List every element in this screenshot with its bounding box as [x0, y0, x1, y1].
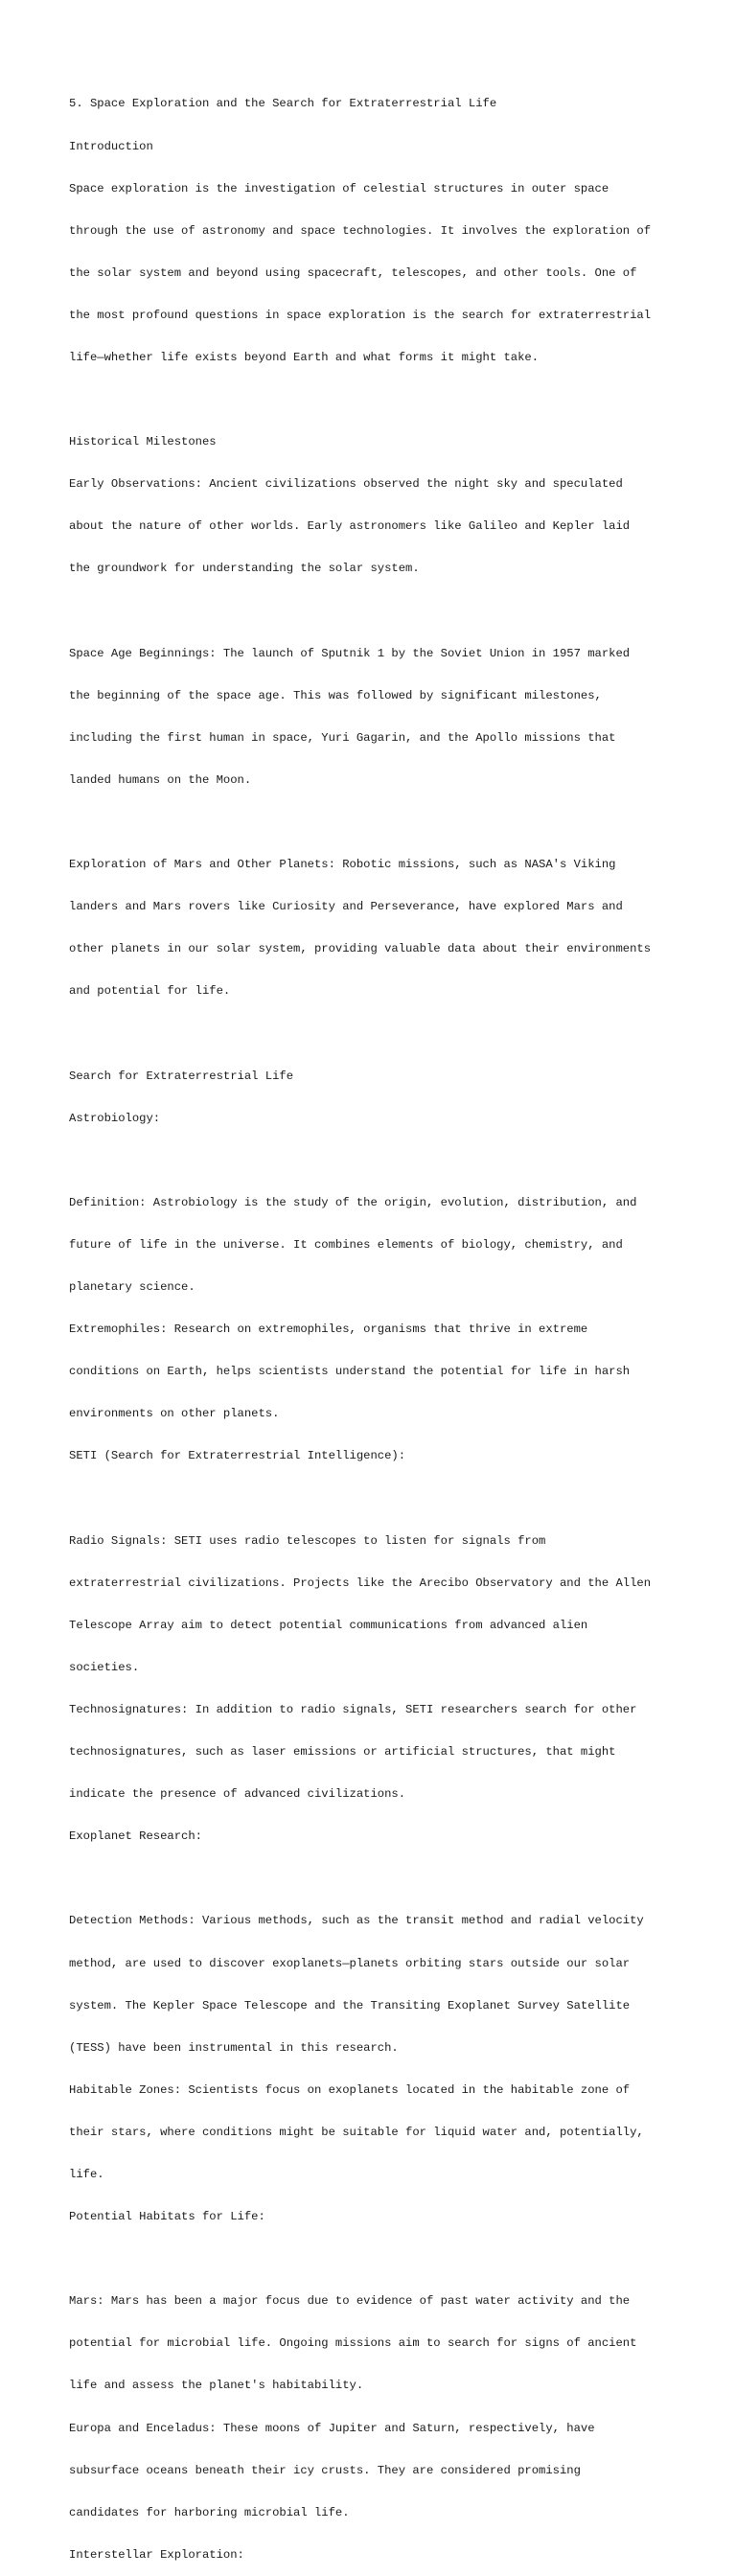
text-line: technosignatures, such as laser emissions or artificial structures, that might [69, 1745, 616, 1760]
text-line: Detection Methods: Various methods, such as the transit method and radial velocity [69, 1914, 644, 1928]
text-line: indicate the presence of advanced civilizations. [69, 1787, 406, 1802]
text-line: extraterrestrial civilizations. Projects like the Arecibo Observatory and the Allen [69, 1576, 652, 1590]
document-title: 5. Space Exploration and the Search for Extraterrestrial Life [69, 97, 497, 111]
text-line: environments on other planets. [69, 1407, 280, 1421]
text-line: Space Age Beginnings: The launch of Sputnik 1 by the Soviet Union in 1957 marked [69, 646, 631, 660]
text-line: potential for microbial life. Ongoing missions aim to search for signs of ancient [69, 2336, 637, 2351]
subheading-potential-habitats: Potential Habitats for Life: [69, 2210, 265, 2224]
subheading-seti: SETI (Search for Extraterrestrial Intelligence): [69, 1449, 406, 1463]
text-line: Space exploration is the investigation of celestial structures in outer space [69, 181, 610, 196]
text-line: future of life in the universe. It combines elements of biology, chemistry, and [69, 1237, 623, 1252]
text-line: Radio Signals: SETI uses radio telescopes to listen for signals from [69, 1533, 546, 1548]
text-line: life. [69, 2168, 104, 2181]
text-line: the groundwork for understanding the solar system. [69, 562, 420, 576]
section-heading-introduction: Introduction [69, 139, 153, 153]
text-line: life and assess the planet's habitability. [69, 2379, 364, 2393]
text-line: system. The Kepler Space Telescope and the Transiting Exoplanet Survey Satellite [69, 1998, 631, 2012]
subheading-interstellar-exploration: Interstellar Exploration: [69, 2547, 244, 2562]
text-line: candidates for harboring microbial life. [69, 2505, 350, 2519]
text-line: Definition: Astrobiology is the study of the origin, evolution, distribution, and [69, 1195, 637, 1209]
text-line: societies. [69, 1660, 140, 1674]
text-line: (TESS) have been instrumental in this research. [69, 2040, 399, 2055]
text-line: Europa and Enceladus: These moons of Jupiter and Saturn, respectively, have [69, 2421, 595, 2435]
text-line: Habitable Zones: Scientists focus on exoplanets located in the habitable zone of [69, 2082, 631, 2097]
text-line: other planets in our solar system, providing valuable data about their environments [69, 942, 652, 956]
text-line: Technosignatures: In addition to radio signals, SETI researchers search for other [69, 1702, 637, 1716]
subheading-astrobiology: Astrobiology: [69, 1111, 161, 1125]
document-page [69, 69, 682, 2576]
text-line: the most profound questions in space exploration is the search for extraterrestrial [69, 308, 652, 322]
blank-line [69, 1492, 682, 1506]
blank-line [69, 605, 682, 619]
text-line: their stars, where conditions might be suitable for liquid water and, potentially, [69, 2125, 644, 2139]
blank-line [69, 1872, 682, 1886]
text-line: landers and Mars rovers like Curiosity and Perseverance, have explored Mars and [69, 900, 623, 914]
text-line: about the nature of other worlds. Early astronomers like Galileo and Kepler laid [69, 519, 631, 534]
text-line: subsurface oceans beneath their icy crusts. They are considered promising [69, 2463, 581, 2477]
text-line: and potential for life. [69, 984, 231, 999]
blank-line [69, 816, 682, 830]
text-line: through the use of astronomy and space technologies. It involves the exploration of [69, 223, 652, 238]
text-line: Mars: Mars has been a major focus due to evidence of past water activity and the [69, 2294, 631, 2309]
section-heading-search: Search for Extraterrestrial Life [69, 1069, 294, 1083]
text-line: Early Observations: Ancient civilizations observed the night sky and speculated [69, 477, 623, 492]
text-line: planetary science. [69, 1280, 196, 1295]
text-line: conditions on Earth, helps scientists understand the potential for life in harsh [69, 1365, 631, 1379]
text-line: Telescope Array aim to detect potential communications from advanced alien [69, 1618, 588, 1632]
text-line: Extremophiles: Research on extremophiles, organisms that thrive in extreme [69, 1322, 588, 1337]
blank-line [69, 1026, 682, 1041]
blank-line [69, 393, 682, 407]
text-line: life—whether life exists beyond Earth and what forms it might take. [69, 350, 540, 364]
section-heading-historical-milestones: Historical Milestones [69, 435, 217, 449]
text-line: method, are used to discover exoplanets—planets orbiting stars outside our solar [69, 1956, 631, 1970]
blank-line [69, 2252, 682, 2266]
text-line: the beginning of the space age. This was followed by significant milestones, [69, 688, 602, 702]
text-line: landed humans on the Moon. [69, 772, 252, 787]
subheading-exoplanet-research: Exoplanet Research: [69, 1829, 202, 1844]
blank-line [69, 1154, 682, 1168]
text-line: including the first human in space, Yuri Gagarin, and the Apollo missions that [69, 730, 616, 745]
text-line: Exploration of Mars and Other Planets: Robotic missions, such as NASA's Viking [69, 858, 616, 872]
text-line: the solar system and beyond using spacecraft, telescopes, and other tools. One of [69, 265, 637, 280]
